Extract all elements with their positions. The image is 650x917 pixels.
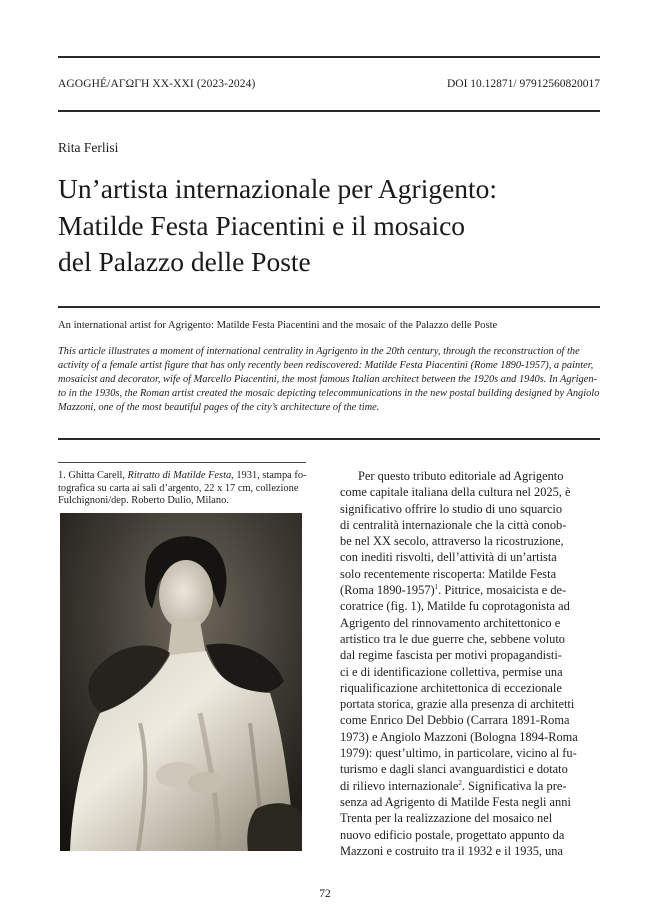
- body-line: di centralità internazionale che la città conob-: [340, 517, 567, 532]
- body-line: dal regime fascista per motivi propagandisti-: [340, 648, 562, 663]
- header-rule: [58, 110, 600, 112]
- body-line: Per questo tributo editoriale ad Agrigento: [358, 469, 564, 483]
- abstract: [58, 345, 603, 415]
- title-line: Matilde Festa Piacentini e il mosaico: [58, 209, 466, 241]
- body-line: [340, 582, 602, 598]
- abstract-line: This article illustrates a moment of international centrality in Agrigento in the 20th century, through the reconstruction of the: [58, 346, 580, 357]
- caption-rest: , 1931, stampa fo-: [231, 470, 307, 481]
- body-line: solo recentemente riscoperta: Matilde Festa: [340, 566, 557, 581]
- abstract-line: mosaicist and decorator, wife of Marcello Piacentini, the most famous Italian architect between the 1920s and 1940s. In Agrigen-: [58, 374, 597, 385]
- body-line-text: . Significativa la pre-: [461, 778, 567, 793]
- body-line: nuovo edificio postale, progettato appunto da: [340, 827, 565, 842]
- body-line: senza ad Agrigento di Matilde Festa negli anni: [340, 794, 571, 809]
- abstract-rule: [58, 438, 600, 440]
- body-line: come Enrico Del Debbio (Carrara 1891-Roma: [340, 713, 570, 728]
- body-line: con inediti risvolti, dell’attività di un’artista: [340, 550, 557, 565]
- caption-prefix: 1. Ghitta Carell,: [58, 470, 128, 481]
- english-title: An international artist for Agrigento: Matilde Festa Piacentini and the mosaic of the Palazzo delle Poste: [58, 320, 498, 331]
- body-line: coratrice (fig. 1), Matilde fu coprotagonista ad: [340, 599, 570, 614]
- body-line: portata storica, grazie alla presenza di architetti: [340, 697, 575, 712]
- doi: DOI 10.12871/ 97912560820017: [446, 78, 600, 90]
- figure-caption: [58, 470, 306, 508]
- body-line-text: . Pittrice, mosaicista e de-: [438, 583, 567, 598]
- caption-artwork-title: Ritratto di Matilde Festa: [127, 470, 232, 481]
- caption-line: tografica su carta ai sali d’argento, 22 x 17 cm, collezione: [58, 482, 299, 494]
- body-line: 1973) e Angiolo Mazzoni (Bologna 1894-Roma: [340, 729, 578, 744]
- abstract-line: activity of a female artist figure that has only recently been rediscovered: Matilde Festa Piacentini (Rome 1890-1957), a painter,: [58, 360, 594, 371]
- body-line: artistico tra le due guerre che, sebbene voluto: [340, 631, 566, 646]
- body-line: Mazzoni e costruito tra il 1932 e il 1935, una: [340, 843, 563, 858]
- body-line: Agrigento del rinnovamento architettonico e: [340, 615, 561, 630]
- article-title: [58, 171, 603, 281]
- title-line: del Palazzo delle Poste: [58, 246, 311, 277]
- body-line: ci e di identificazione collettiva, permise una: [340, 664, 563, 679]
- body-line: 1979): quest’ultimo, in particolare, vicino al fu-: [340, 746, 577, 761]
- body-line: turismo e dagli slanci avanguardistici e dotato: [340, 762, 568, 777]
- caption-line: Fulchignoni/dep. Roberto Dulio, Milano.: [58, 495, 229, 506]
- top-rule: [58, 56, 600, 58]
- body-text: [340, 468, 602, 859]
- caption-line: [58, 470, 306, 483]
- body-line: Trenta per la realizzazione del mosaico nel: [340, 811, 553, 826]
- body-line: [340, 778, 602, 794]
- body-line: riqualificazione architettonica di eccezionale: [340, 680, 562, 695]
- journal-name: AGOGHÉ/ΑΓΩΓΗ XX-XXI (2023-2024): [58, 78, 256, 90]
- body-line-text: (Roma 1890-1957): [340, 583, 435, 598]
- body-line: be nel XX secolo, attraverso la ricostruzione,: [340, 534, 564, 549]
- portrait-photo: [60, 513, 302, 851]
- footnote-ref[interactable]: 1: [434, 582, 439, 591]
- body-line: significativo offrire lo studio di uno squarcio: [340, 501, 563, 516]
- title-line: Un’artista internazionale per Agrigento:: [58, 173, 498, 204]
- body-line-text: di rilievo internazionale: [340, 778, 459, 793]
- abstract-line: Mazzoni, one of the most beautiful pages of the city’s architecture of the time.: [58, 402, 380, 413]
- title-rule: [58, 306, 600, 308]
- body-line: come capitale italiana della cultura nel 2025, è: [340, 485, 571, 500]
- author-name: Rita Ferlisi: [58, 140, 119, 155]
- figure-rule: [58, 462, 306, 463]
- abstract-line: to in the 1930s, the Roman artist created the mosaic depicting telecommunications in the new postal building designed by Angiolo: [58, 388, 600, 399]
- page-number: 72: [319, 888, 331, 900]
- footnote-ref[interactable]: 2: [458, 778, 462, 787]
